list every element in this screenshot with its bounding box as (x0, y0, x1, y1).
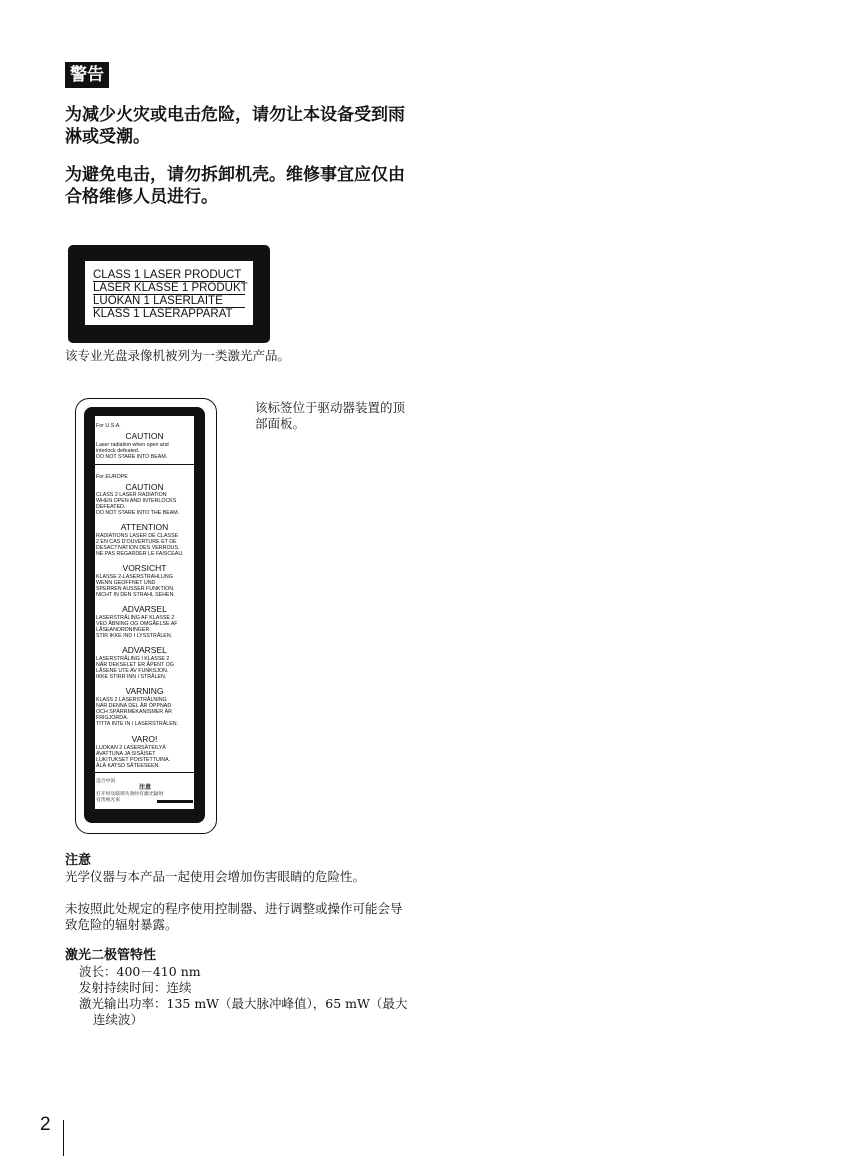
label-eu-tag: For EUROPE (96, 474, 128, 480)
class1-laser-label (68, 245, 270, 343)
caution-label-panel (95, 416, 194, 809)
warning-shock-line-1: 为避免电击，请勿拆卸机壳。维修事宜应仅由 (65, 165, 405, 185)
diode-section (65, 948, 435, 1028)
label-eu-heading: CAUTION (125, 482, 164, 492)
label-se-heading: VARNING (125, 686, 164, 696)
laser-label-caption: 该专业光盘录像机被列为一类激光产品。 (65, 348, 291, 363)
label-dk-text: LASERSTRÅLING AF KLASSE 2 VED ÅBNING OG OMGÅELSE AF LÅSEANORDNINGER. STIR IKKE IND I LYSSTRÅLEN. (96, 615, 178, 639)
warning-fire-line-1: 为减少火灾或电击危险，请勿让本设备受到雨 (65, 105, 405, 125)
notice-line-1: 光学仪器与本产品一起使用会增加伤害眼睛的危险性。 (65, 869, 366, 884)
label-eu-text: CLASS 2 LASER RADIATION WHEN OPEN AND INTERLOCKS DEFEATED. DO NOT STARE INTO THE BEAM. (96, 492, 180, 516)
warning-paragraph-shock (65, 164, 425, 208)
laser-line-3: LUOKAN 1 LASERLAITE (93, 295, 245, 308)
label-usa-text: Laser radiation when open and interlock defeated. DO NOT STARE INTO BEAM. (96, 442, 169, 460)
diode-title: 激光二极管特性 (65, 948, 157, 963)
label-divider (95, 772, 194, 773)
label-divider (95, 464, 194, 465)
label-dk-heading: ADVARSEL (122, 604, 167, 614)
laser-line-4: KLASS 1 LASERAPPARAT (93, 308, 233, 320)
label-fr-text: RADIATIONS LASER DE CLASSE 2 EN CAS D'OUVERTURE ET DE DESACTIVATION DES VERROUS. NE PAS REGARDER LE FAISCEAU. (96, 533, 184, 557)
warning-shock-line-2: 合格维修人员进行。 (65, 187, 218, 207)
warning-fire-line-2: 淋或受潮。 (65, 127, 150, 147)
label-usa-tag: For U.S.A. (96, 423, 121, 429)
label-bottom-bar (157, 800, 193, 803)
caution-caption-line-2: 部面板。 (255, 416, 306, 431)
label-cn-heading: 注意 (139, 785, 152, 791)
caution-label-frame (84, 407, 205, 823)
label-no-text: LASERSTRÅLING I KLASSE 2 NÅR DEKSELET ER ÅPENT OG LÅSENE UTE AV FUNKSJON. IKKE STIRR INN I STRÅLEN. (96, 656, 174, 680)
diode-wavelength: 波长：400－410 nm (79, 964, 201, 979)
class1-laser-label-panel (85, 261, 253, 325)
diode-duration: 发射持续时间：连续 (79, 980, 192, 995)
caution-label-caption (255, 400, 420, 432)
notice-title: 注意 (65, 853, 92, 868)
label-fr-heading: ATTENTION (120, 522, 169, 532)
page-number: 2 (40, 1114, 51, 1135)
notice-line-2: 未按照此处规定的程序使用控制器、进行调整或操作可能会导 (65, 901, 403, 916)
label-de-heading: VORSICHT (122, 563, 167, 573)
label-no-heading: ADVARSEL (122, 645, 167, 655)
warning-paragraph-fire (65, 104, 425, 148)
caution-label (75, 398, 217, 834)
notice-line-3: 致危险的辐射暴露。 (65, 917, 178, 932)
label-cn-text: 打开时及联锁失效时有激光辐射 有害视光束 (96, 792, 164, 803)
warning-badge: 警告 (65, 62, 109, 88)
diode-power-line-1: 激光输出功率：135 mW（最大脉冲峰值），65 mW（最大 (79, 996, 408, 1011)
diode-power-line-2: 连续波） (93, 1012, 144, 1027)
notice-section (65, 853, 435, 933)
label-cn-tag: 适合中国 (96, 779, 116, 784)
label-fi-heading: VARO! (131, 734, 158, 744)
label-usa-heading: CAUTION (125, 431, 164, 441)
caution-caption-line-1: 该标签位于驱动器装置的顶 (255, 400, 406, 415)
label-se-text: KLASS 2 LASERSTRÅLNING NÄR DENNA DEL ÄR ÖPPNAD OCH SPÄRRMEKANISMER ÄR FRIGJORDA. TITTA INTE IN I LASERSTRÅLEN. (96, 697, 179, 727)
laser-line-1: CLASS 1 LASER PRODUCT (93, 269, 245, 282)
label-fi-text: LUOKAN 2 LASERSÄTEILYÄ AVATTUNA JA SISÄISET LUKITUKSET POISTETTUINA. ÄLÄ KATSO SÄTEESEEN. (96, 745, 171, 769)
page-number-rule (63, 1120, 64, 1156)
label-de-text: KLASSE 2-LASERSTRAHLUNG WENN GEOFFNET UND SPERREN AUSSER FUNKTION. NICHT IN DEN STRAHL SEHEN. (96, 574, 175, 598)
laser-line-2: LASER KLASSE 1 PRODUKT (93, 282, 248, 294)
